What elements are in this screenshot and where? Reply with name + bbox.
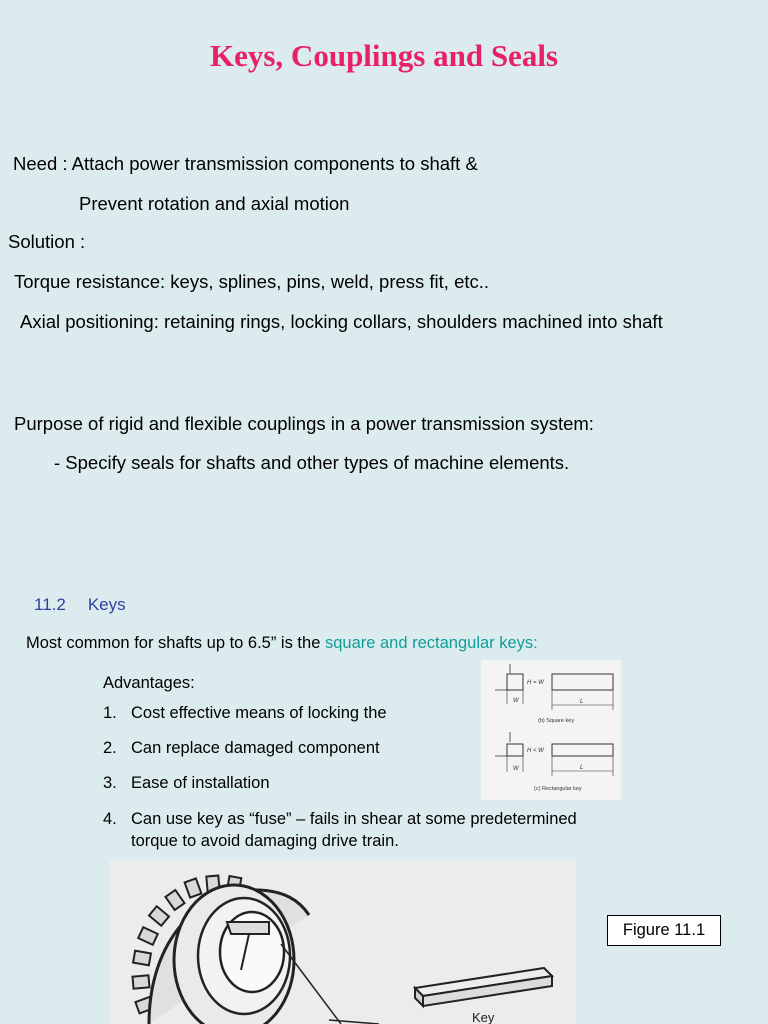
section-number: 11.2 <box>34 595 66 614</box>
advantage-number: 4. <box>103 810 117 828</box>
rectangular-key-caption: (c) Rectangular key <box>534 786 582 792</box>
l-label: L <box>580 765 584 771</box>
gear-key-illustration <box>109 860 576 1024</box>
figure-label: Figure 11.1 <box>607 915 721 946</box>
common-prefix: Most common for shafts up to 6.5” is the <box>26 634 325 652</box>
solution-line: Solution : <box>8 231 86 252</box>
advantage-number: 2. <box>103 739 117 757</box>
prevent-line: Prevent rotation and axial motion <box>79 193 350 214</box>
advantage-item <box>103 737 380 759</box>
advantage-item <box>103 772 270 794</box>
square-key-side <box>552 674 613 690</box>
key-part <box>415 968 552 1006</box>
section-heading <box>34 595 126 615</box>
gear-icon <box>133 876 309 1024</box>
w-label: W <box>513 698 519 704</box>
square-key-section <box>507 674 523 690</box>
advantage-item <box>103 808 577 852</box>
square-key-caption: (b) Square key <box>538 718 575 724</box>
advantage-item <box>103 702 387 724</box>
advantage-text: Can use key as “fuse” – fails in shear at some predetermined <box>131 810 577 828</box>
key-label: Key <box>472 1010 495 1024</box>
advantage-text: Ease of installation <box>131 774 270 792</box>
need-line: Need : Attach power transmission components to shaft & <box>13 153 478 174</box>
specify-line: - Specify seals for shafts and other types of machine elements. <box>54 452 570 473</box>
rectangular-key-section <box>507 744 523 756</box>
common-line <box>26 632 538 654</box>
advantage-text-continued: torque to avoid damaging drive train. <box>131 832 399 850</box>
rect-dim-label: H < W <box>527 748 544 754</box>
section-label: Keys <box>87 595 126 614</box>
torque-line: Torque resistance: keys, splines, pins, weld, press fit, etc.. <box>14 271 490 292</box>
advantage-text: Can replace damaged component <box>131 739 380 757</box>
page-title: Keys, Couplings and Seals <box>210 38 558 73</box>
advantage-number: 1. <box>103 704 117 722</box>
key-diagram <box>481 660 621 800</box>
l-label: L <box>580 699 584 705</box>
advantage-number: 3. <box>103 774 117 792</box>
rectangular-key-side <box>552 744 613 756</box>
purpose-line: Purpose of rigid and flexible couplings in a power transmission system: <box>14 413 594 434</box>
w-label: W <box>513 766 519 772</box>
axial-line: Axial positioning: retaining rings, locking collars, shoulders machined into shaft <box>20 311 663 332</box>
advantages-heading: Advantages: <box>103 674 195 692</box>
square-dim-label: H = W <box>527 680 544 686</box>
advantage-text: Cost effective means of locking the <box>131 704 387 722</box>
common-highlight: square and rectangular keys: <box>324 634 538 652</box>
